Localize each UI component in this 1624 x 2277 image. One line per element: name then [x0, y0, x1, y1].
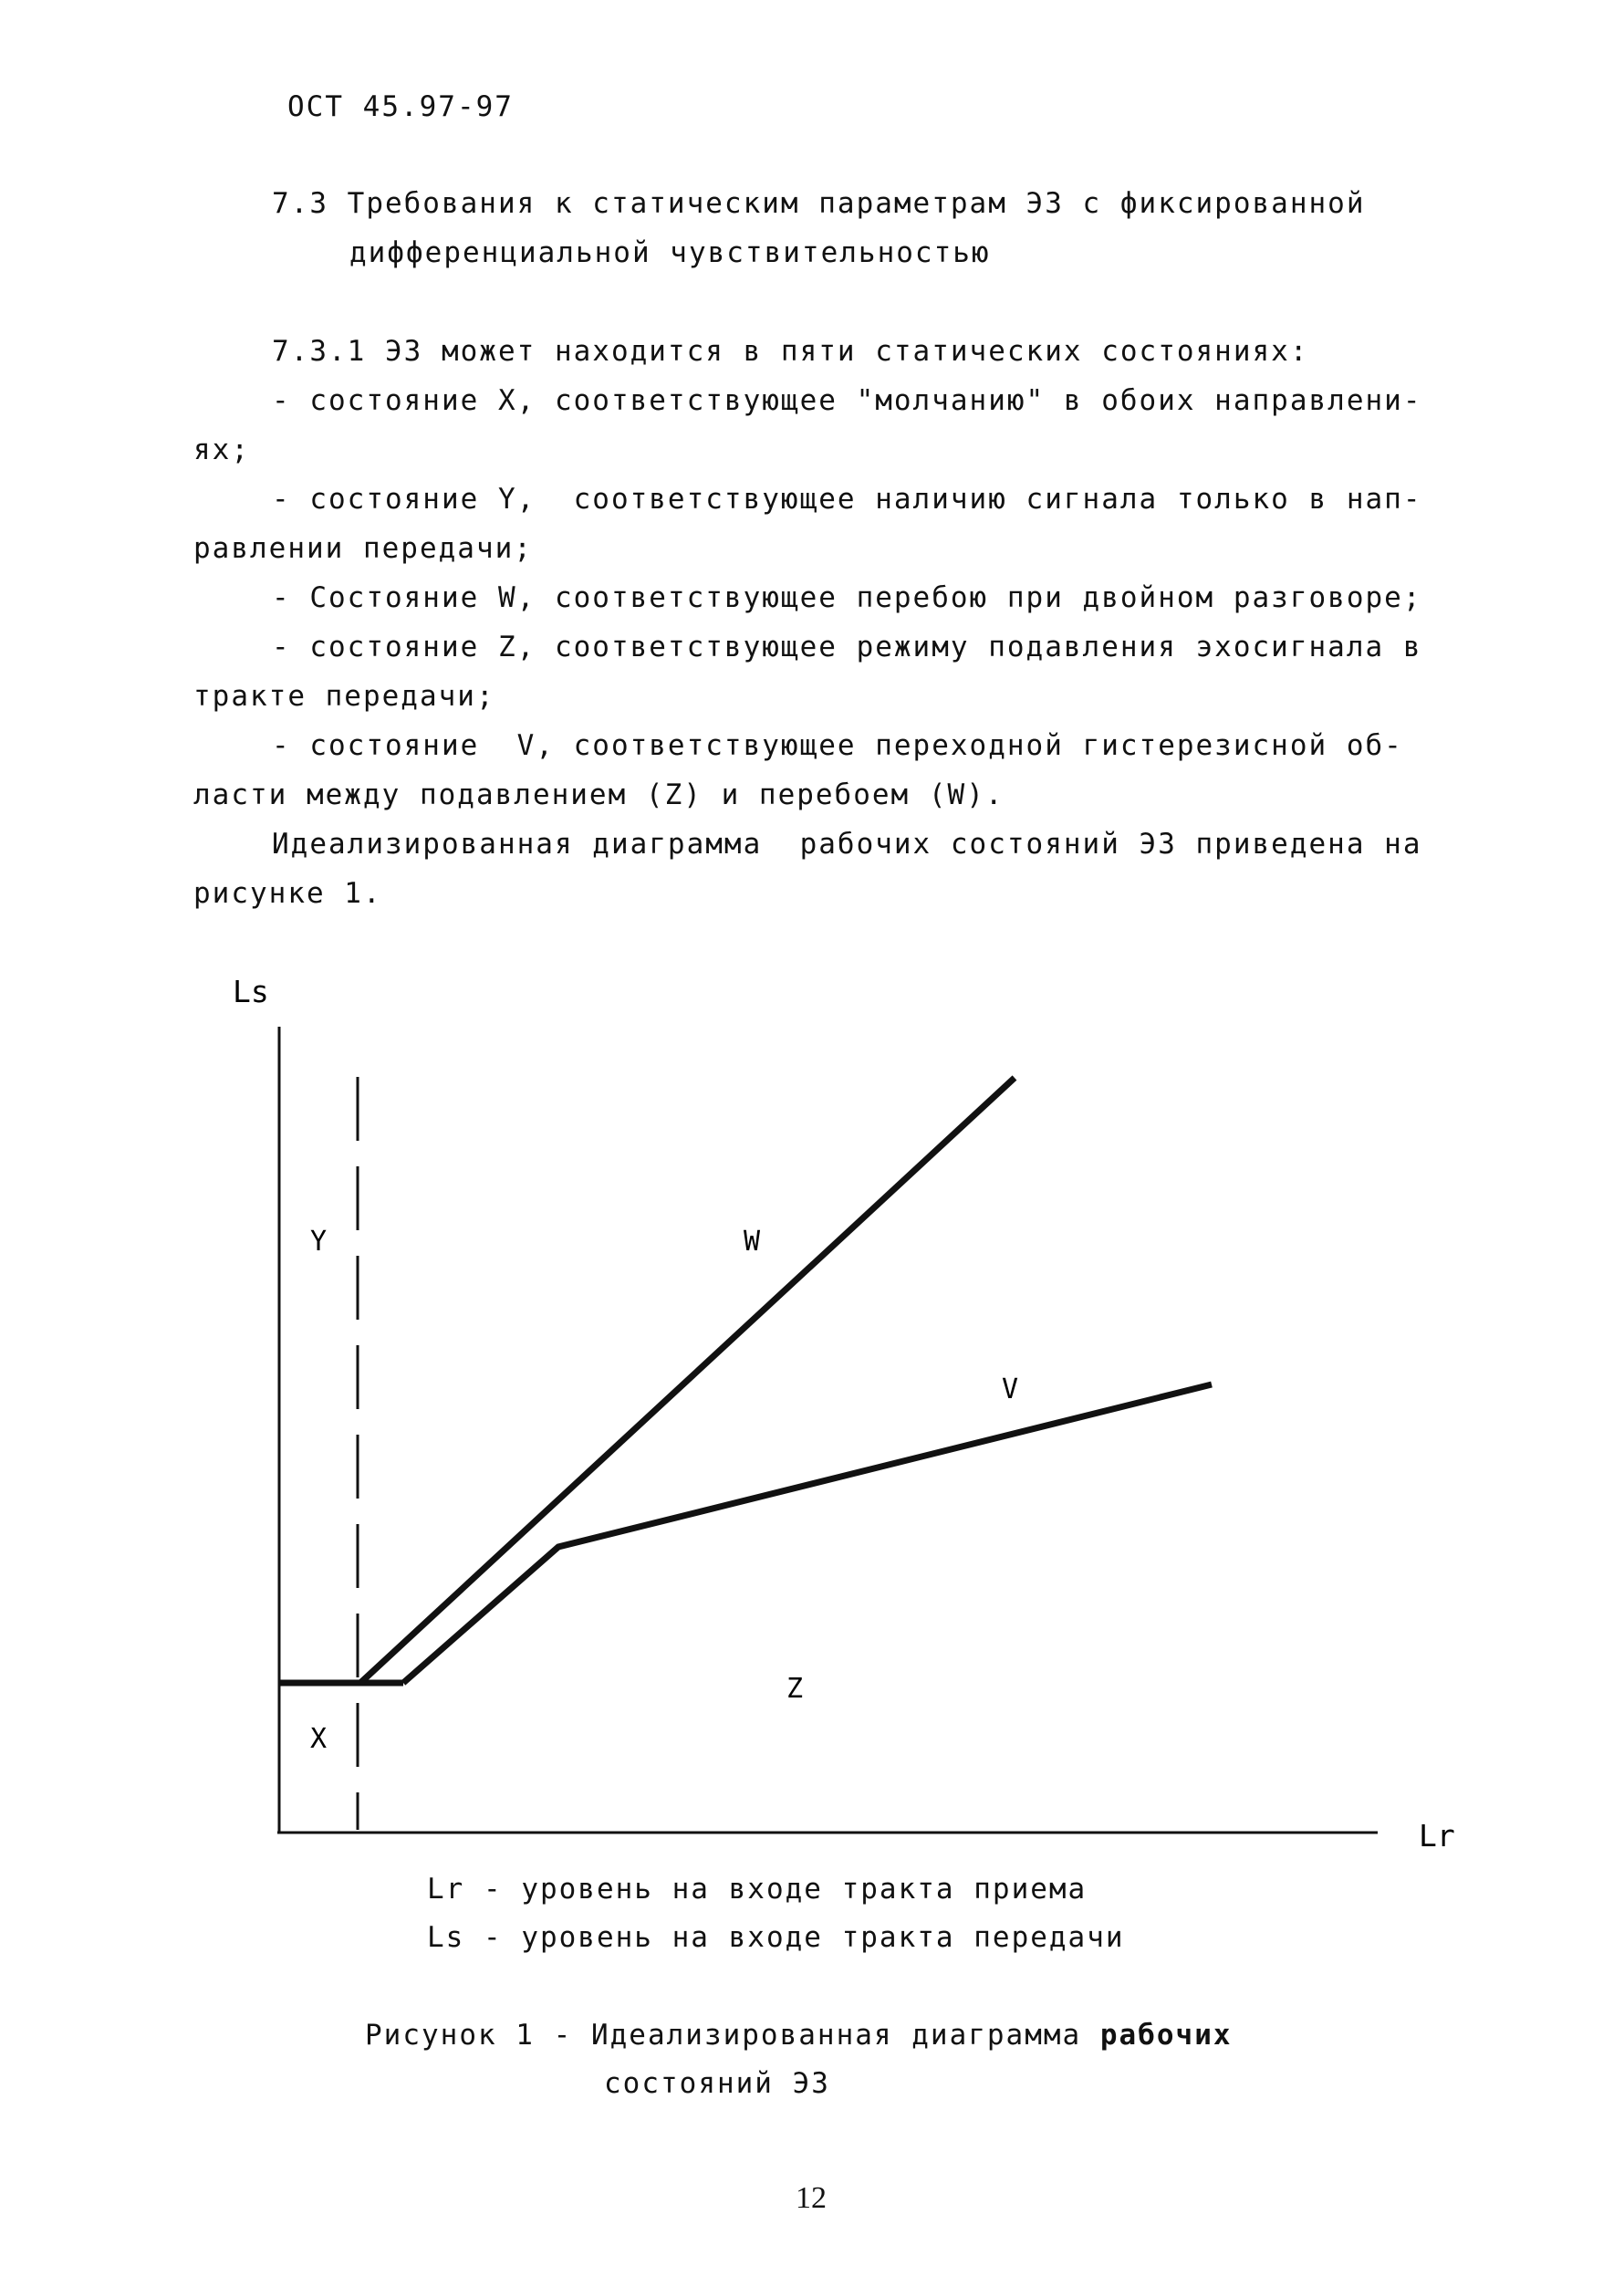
legend-lr: Lr - уровень на входе тракта приема [427, 1873, 1088, 1906]
y-axis-label: Ls [233, 974, 269, 1009]
figure-caption-text: Рисунок 1 - Идеализированная диаграмма [365, 2019, 1100, 2052]
list-item-x-line1: - состояние X, соответствующее "молчанию" в обоих направлени- [272, 384, 1422, 417]
figure-caption-bold: рабочих [1099, 2019, 1233, 2052]
list-item-w-line1: - Состояние W, соответствующее перебою при двойном разговоре; [272, 581, 1422, 614]
region-label-z: Z [786, 1673, 804, 1705]
document-code: ОСТ 45.97-97 [287, 90, 514, 123]
list-item-y-line1: - состояние Y, соответствующее наличию сигнала только в нап- [272, 483, 1422, 516]
region-label-y: Y [310, 1226, 328, 1258]
list-item-z-line1: - состояние Z, соответствующее режиму подавления эхосигнала в [272, 631, 1422, 663]
paragraph-figure-ref-line1: Идеализированная диаграмма рабочих состояний ЭЗ приведена на [272, 828, 1422, 861]
legend-ls: Ls - уровень на входе тракта передачи [427, 1921, 1125, 1954]
list-item-y-line2: равлении передачи; [193, 532, 533, 565]
paragraph-7-3-1: 7.3.1 ЭЗ может находится в пяти статических состояниях: [272, 335, 1309, 368]
figure-caption-line2: состояний ЭЗ [604, 2067, 830, 2100]
region-label-x: X [310, 1723, 328, 1755]
x-axis-label: Lr [1419, 1818, 1455, 1854]
list-item-z-line2: тракте передачи; [193, 680, 495, 713]
list-item-x-line2: ях; [193, 433, 250, 466]
list-item-v-line1: - состояние V, соответствующее переходной гистерезисной об- [272, 729, 1403, 762]
page-number: 12 [796, 2181, 827, 2215]
figure-caption-line1 [365, 2021, 1233, 2050]
region-label-w: W [744, 1226, 761, 1258]
section-heading-line1: 7.3 Требования к статическим параметрам ЭЗ с фиксированной [272, 187, 1366, 220]
paragraph-figure-ref-line2: рисунке 1. [193, 877, 382, 910]
section-heading-line2: дифференциальной чувствительностью [349, 236, 991, 269]
list-item-v-line2: ласти между подавлением (Z) и перебоем (W). [193, 778, 1005, 811]
w-state-boundary [360, 1078, 1015, 1683]
region-label-v: V [1002, 1374, 1019, 1405]
